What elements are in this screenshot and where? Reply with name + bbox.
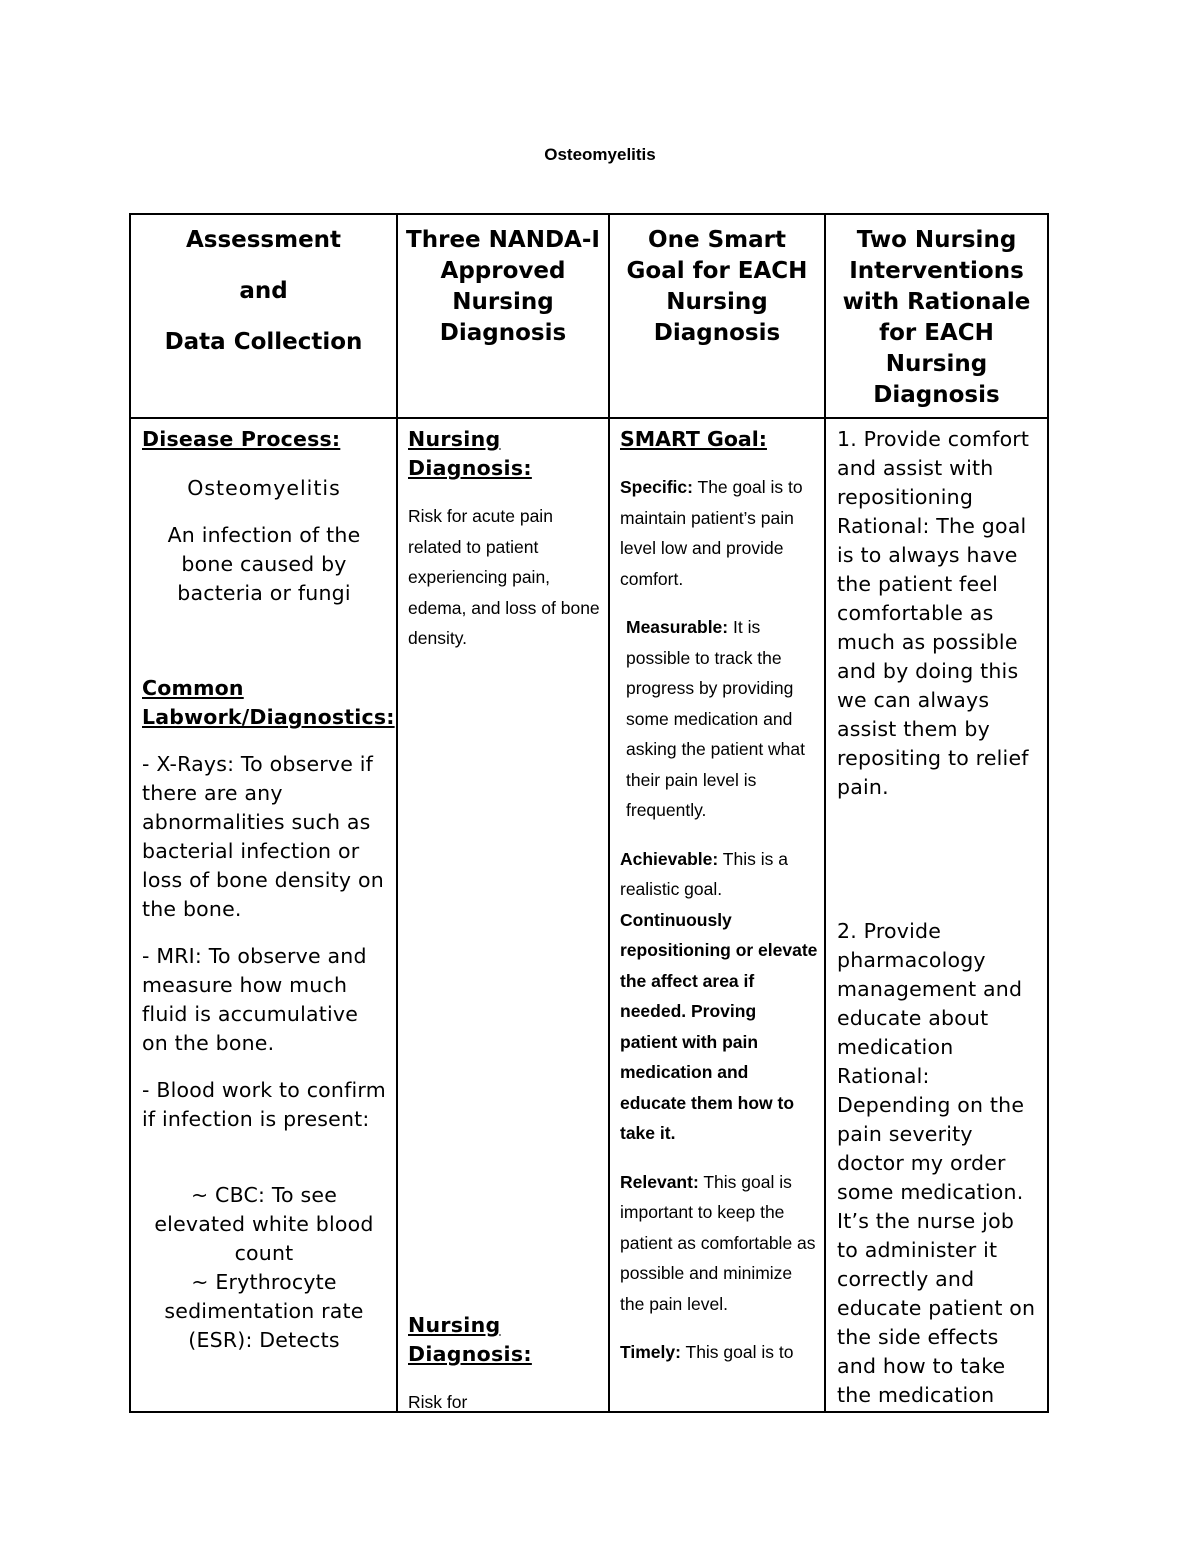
- smart-goal-cell: [609, 418, 825, 1412]
- header-assessment: [130, 214, 397, 418]
- header-nanda-text: Three NANDA-I Approved Nursing Diagnosis: [406, 227, 600, 346]
- document-title: Osteomyelitis: [544, 145, 656, 164]
- relevant-label: Relevant:: [620, 1171, 699, 1192]
- header-smart-goal-text: One Smart Goal for EACH Nursing Diagnosis: [626, 227, 808, 346]
- header-assessment-line1: Assessment: [185, 227, 342, 253]
- smart-measurable: [620, 612, 818, 826]
- care-plan-table: [129, 213, 1049, 1413]
- smart-timely: [620, 1337, 818, 1368]
- smart-achievable: [620, 844, 818, 1149]
- disease-name: Osteomyelitis: [187, 476, 341, 500]
- intervention-first: 1. Provide comfort and assist with repositioning Rational: The goal is to always have the patient feel comfortable as much as possible and by doing this we can always assist them by repositing to relief pain.: [837, 427, 1030, 799]
- intervention-second: 2. Provide pharmacology management and educate about medication Rational: Depending on the pain severity doctor my order some medication. It’s the nurse job to administer it correctly and educate patient on the side effects and how to take the medication: [837, 919, 1036, 1407]
- diagnosis-second-heading: Nursing Diagnosis:: [408, 1313, 532, 1366]
- achievable-text: This is a realistic goal.: [620, 848, 788, 899]
- content-row: [130, 418, 1048, 1412]
- relevant-text: This goal is important to keep the patient as comfortable as possible and minimize the pain level.: [620, 1171, 816, 1314]
- diagnosis-second: Risk for: [408, 1392, 468, 1411]
- header-interventions: [825, 214, 1048, 418]
- assessment-cell: [130, 418, 397, 1412]
- lab-xray: - X-Rays: To observe if there are any abnormalities such as bacterial infection or loss of bone density on the bone.: [142, 752, 384, 921]
- specific-text: The goal is to maintain patient’s pain level low and provide comfort.: [620, 477, 803, 589]
- header-row: [130, 214, 1048, 418]
- disease-description: An infection of the bone caused by bacteria or fungi: [167, 523, 361, 605]
- achievable-label: Achievable:: [620, 848, 719, 869]
- smart-relevant: [620, 1167, 818, 1320]
- smart-goal-heading: SMART Goal:: [620, 427, 767, 451]
- specific-label: Specific:: [620, 477, 693, 497]
- measurable-label: Measurable:: [626, 617, 729, 637]
- header-assessment-line2: and: [239, 278, 288, 304]
- lab-blood-work: - Blood work to confirm if infection is present:: [142, 1078, 386, 1131]
- header-interventions-text: Two Nursing Interventions with Rationale for EACH Nursing Diagnosis: [842, 227, 1031, 408]
- timely-text: This goal is to: [685, 1342, 794, 1362]
- smart-specific: [620, 472, 818, 594]
- header-nanda: [397, 214, 609, 418]
- diagnosis-cell: [397, 418, 609, 1412]
- timely-label: Timely:: [620, 1342, 681, 1362]
- disease-process-heading: Disease Process:: [142, 427, 341, 451]
- header-assessment-line3: Data Collection: [164, 329, 363, 355]
- measurable-text: It is possible to track the progress by providing some medication and asking the patient what their pain level is frequently.: [626, 617, 806, 820]
- interventions-cell: [825, 418, 1048, 1412]
- header-smart-goal: [609, 214, 825, 418]
- lab-mri: - MRI: To observe and measure how much fluid is accumulative on the bone.: [142, 944, 367, 1055]
- achievable-detail: Continuously repositioning or elevate the affect area if needed. Proving patient with pain medication and educate them how to take it.: [620, 909, 818, 1143]
- diagnosis-heading: Nursing Diagnosis:: [408, 427, 532, 480]
- labs-heading: Common Labwork/Diagnostics:: [142, 676, 395, 729]
- lab-cbc: ~ CBC: To see elevated white blood count: [154, 1183, 374, 1265]
- lab-esr: ~ Erythrocyte sedimentation rate (ESR): Detects: [164, 1270, 364, 1352]
- diagnosis-first: Risk for acute pain related to patient experiencing pain, edema, and loss of bone density.: [408, 506, 600, 648]
